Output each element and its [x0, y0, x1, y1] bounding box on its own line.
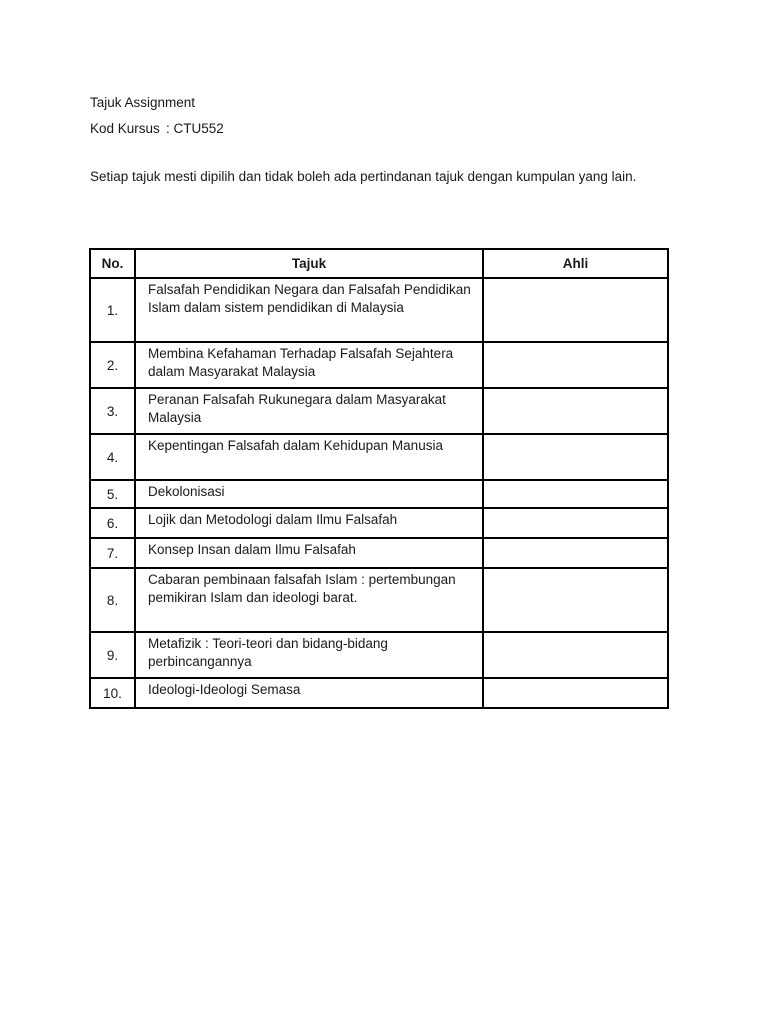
instruction-note: Setiap tajuk mesti dipilih dan tidak boleh ada pertindanan tajuk dengan kumpulan yang lain. [90, 169, 637, 184]
row-number: 1. [90, 278, 135, 342]
table-header-row [90, 249, 668, 278]
table-row [90, 480, 668, 508]
row-topic: Kepentingan Falsafah dalam Kehidupan Manusia [135, 434, 483, 480]
table-row [90, 388, 668, 434]
row-topic: Cabaran pembinaan falsafah Islam : pertembungan pemikiran Islam dan ideologi barat. [135, 568, 483, 632]
course-code-value: CTU552 [173, 121, 224, 136]
row-members [483, 508, 668, 538]
row-topic: Dekolonisasi [135, 480, 483, 508]
row-topic: Ideologi-Ideologi Semasa [135, 678, 483, 708]
row-members [483, 388, 668, 434]
row-topic: Membina Kefahaman Terhadap Falsafah Sejahtera dalam Masyarakat Malaysia [135, 342, 483, 388]
table-row [90, 538, 668, 568]
assignment-title: Tajuk Assignment [90, 95, 196, 110]
course-code-separator: : [166, 121, 170, 136]
table-row [90, 568, 668, 632]
row-number: 6. [90, 508, 135, 538]
header-tajuk: Tajuk [135, 249, 483, 278]
table-row [90, 342, 668, 388]
header-ahli: Ahli [483, 249, 668, 278]
table-row [90, 434, 668, 480]
row-number: 7. [90, 538, 135, 568]
row-members [483, 434, 668, 480]
row-topic: Metafizik : Teori-teori dan bidang-bidang perbincangannya [135, 632, 483, 678]
row-members [483, 568, 668, 632]
course-code-label: Kod Kursus [90, 121, 160, 136]
row-topic: Falsafah Pendidikan Negara dan Falsafah Pendidikan Islam dalam sistem pendidikan di Malaysia [135, 278, 483, 342]
table-row [90, 278, 668, 342]
table-row [90, 632, 668, 678]
table-row [90, 508, 668, 538]
document-header [90, 94, 670, 199]
row-number: 9. [90, 632, 135, 678]
row-number: 8. [90, 568, 135, 632]
row-topic: Lojik dan Metodologi dalam Ilmu Falsafah [135, 508, 483, 538]
course-code-line [90, 120, 670, 137]
header-no: No. [90, 249, 135, 278]
row-number: 3. [90, 388, 135, 434]
row-number: 4. [90, 434, 135, 480]
topic-table [89, 248, 669, 709]
row-number: 5. [90, 480, 135, 508]
row-members [483, 278, 668, 342]
row-number: 2. [90, 342, 135, 388]
row-topic: Peranan Falsafah Rukunegara dalam Masyarakat Malaysia [135, 388, 483, 434]
row-members [483, 538, 668, 568]
row-members [483, 480, 668, 508]
row-members [483, 342, 668, 388]
row-topic: Konsep Insan dalam Ilmu Falsafah [135, 538, 483, 568]
row-members [483, 678, 668, 708]
table-row [90, 678, 668, 708]
row-members [483, 632, 668, 678]
row-number: 10. [90, 678, 135, 708]
